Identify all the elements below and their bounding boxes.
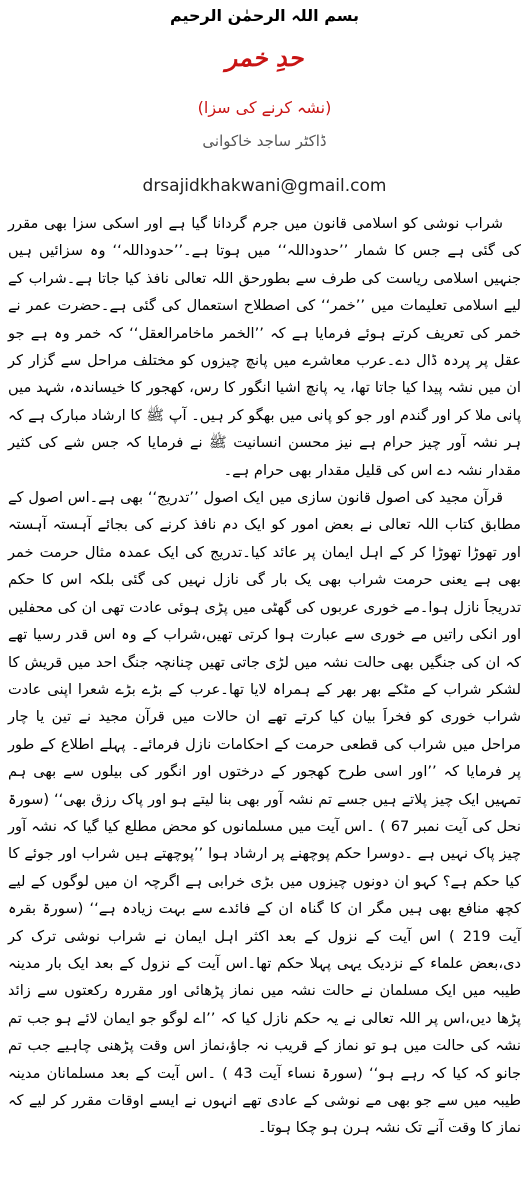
paragraph-1: شراب نوشی کو اسلامی قانون میں جرم گردانا گیا ہے اور اسکی سزا بھی مقرر کی گئی ہے جس کا شمار ’’حدوداللہ‘‘ میں ہوتا ہے۔’’حدوداللہ‘‘ وہ سزائیں ہیں جنہیں اسلامی ریاست کی طرف سے بطورحق اللہ تعالی نافذ کیا جاتا ہے۔شراب کے لیے اسلامی تعلیمات میں ’’خمر‘‘ کی اصطلاح استعمال کی گئی ہے۔حضرت عمر نے خمر کی تعریف کرتے ہوئے فرمایا ہے کہ ’’الخمر ماخامرالعقل‘‘ کہ خمر وہ ہے جو عقل پر پردہ ڈال دے۔عرب معاشرے میں پانچ چیزوں کو مختلف مراحل سے گزار کر ان میں نشہ پیدا کیا جاتا تھا، یہ پانچ اشیا انگور کا رس، کھجور کا خیساندہ، شہد میں پانی ملا کر اور گندم اور جو کو پانی میں بھگو کر ہیں۔ آپ ﷺ کا ارشاد مبارک ہے کہ ہر نشہ آور چیز حرام ہے نیز محسن انسانیت ﷺ نے فرمایا کہ جس شے کی کثیر مقدار نشہ دے اس کی قلیل مقدار بھی حرام ہے۔ [8,215,521,479]
article-body [8,210,521,1142]
paragraph-2: قرآن مجید کی اصول قانون سازی میں ایک اصول ’’تدریج‘‘ بھی ہے۔اس اصول کے مطابق کتاب اللہ تعالی نے بعض امور کو ایک دم نافذ کرنے کی بجائے آہستہ آہستہ اور تھوڑا تھوڑا کر کے اہل ایمان پر عائد کیا۔تدریج کی ایک عمدہ مثال حرمت خمر بھی ہے یعنی حرمت شراب بھی یک بار گی نازل نہیں کی گئی بلکہ اس کا حکم تدریجاََ نازل ہوا۔مے خوری عربوں کی گھٹی میں پڑی ہوئی عادت تھی ان کی محفلیں اور انکی راتیں مے خوری سے عبارت ہوا کرتی تھیں،شراب کے وہ اس قدر رسیا تھے کہ ان کی جنگیں بھی حالت نشہ میں لڑی جاتی تھیں چنانچہ جنگ احد میں قریش کا لشکر شراب کے مٹکے بھر بھر کے ہمراہ لایا تھا۔عرب کے بڑے بڑے شعرا اپنی عادت شراب خوری کو فخراََ بیان کیا کرتے تھے ان حالات میں قرآن مجید نے تین یا چار مراحل میں شراب کی قطعی حرمت کے احکامات نازل فرمائے۔ پہلے اطلاع کے طور پر فرمایا کہ ’’اور اسی طرح کھجور کے درختوں اور انگور کی بیلوں سے بھی ہم تمہیں ایک چیز پلاتے ہیں جسے تم نشہ آور بھی بنا لیتے ہو اور پاک رزق بھی‘‘ (سورۃ نحل کی آیت نمبر 67 ) ۔اس آیت میں مسلمانوں کو محض مطلع کیا گیا کہ نشہ آور چیز پاک نہیں ہے ۔دوسرا حکم پوچھنے پر ارشاد ہوا ’’پوچھتے ہیں شراب اور جوئے کا کیا حکم ہے؟ کہو ان دونوں چیزوں میں بڑی خرابی ہے اگرچہ ان میں لوگوں کے لیے کچھ منافع بھی ہیں مگر ان کا گناہ ان کے فائدے سے بہت زیادہ ہے‘‘ (سورۃ بقرہ آیت 219 ) اس آیت کے نزول کے بعد اکثر اہل ایمان نے شراب نوشی ترک کر دی،بعض علماء کے نزدیک یہی پہلا حکم تھا۔اس آیت کے نزول کے بعد ایک بار مدینہ طیبہ میں ایک مسلمان نے حالت نشہ میں نماز پڑھائی اور مقررہ رکعتوں سے زائد پڑھا دیں،اس پر اللہ تعالی نے یہ حکم نازل کیا کہ ’’اے لوگو جو ایمان لائے ہو جب تم نشہ کی حالت میں ہو تو نماز کے قریب نہ جاؤ،نماز اس وقت پڑھنی چاہیے جب تم جانو کہ کیا کہ رہے ہو‘‘ (سورۃ نساء آیت 43 ) ۔اس آیت کے بعد مسلمانان مدینہ طیبہ میں سے جو بھی مے نوشی کے عادی تھے انہوں نے ایسے اوقات مقرر کر لیے کہ نماز کا وقت آنے تک نشہ ہرن ہو چکا ہوتا۔ [8,489,521,1137]
author-email: drsajidkhakwani@gmail.com [142,176,387,196]
article-subtitle: (نشہ کرنے کی سزا) [197,98,332,117]
author-name: ڈاکٹر ساجد خاکوانی [202,132,327,150]
basmala-heading: بسم اللہ الرحمٰن الرحیم [169,6,360,25]
article-title: حدِ خمر [225,44,304,72]
